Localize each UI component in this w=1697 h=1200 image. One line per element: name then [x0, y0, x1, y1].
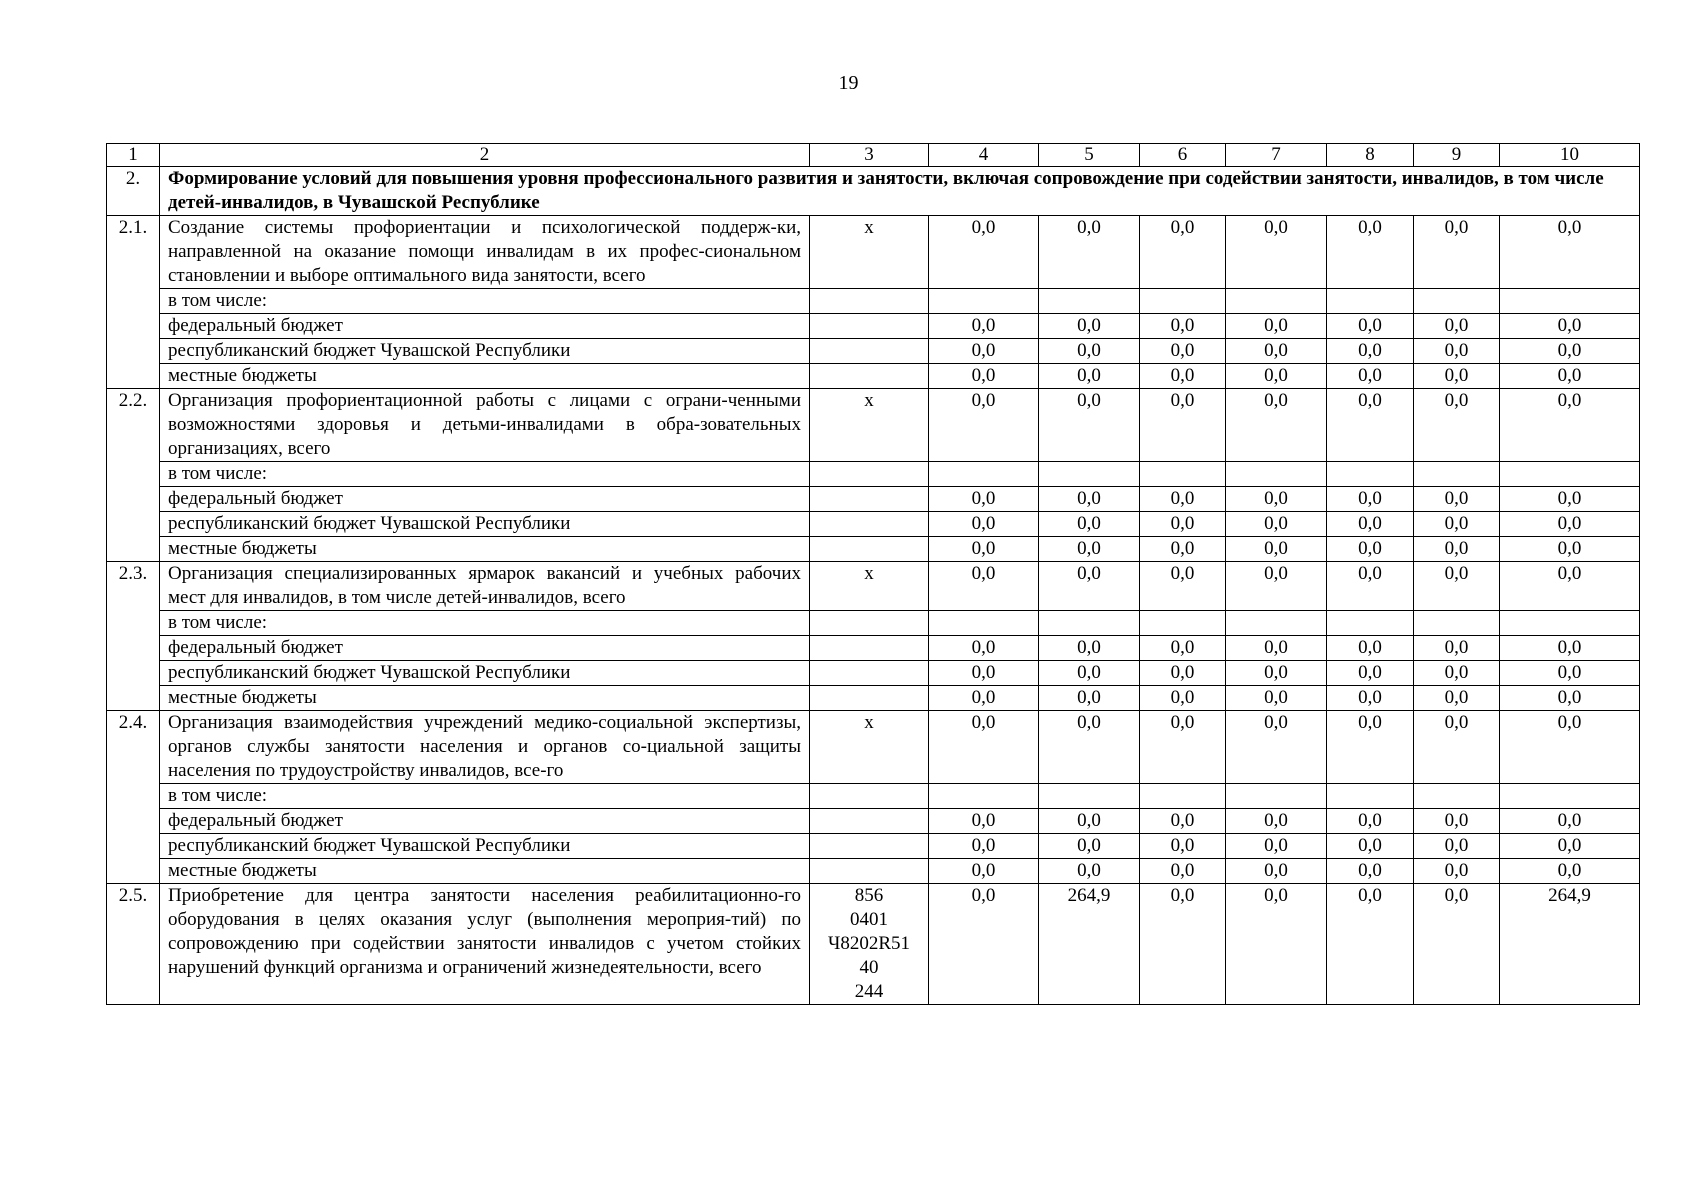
empty-cell	[810, 314, 929, 339]
source-value: 0,0	[1327, 314, 1414, 339]
source-value: 0,0	[1327, 537, 1414, 562]
item-value: 0,0	[929, 711, 1039, 784]
item-code-line: 40	[859, 957, 879, 978]
empty-cell	[810, 512, 929, 537]
empty-cell	[1140, 611, 1226, 636]
source-value: 0,0	[1039, 859, 1140, 884]
source-value: 0,0	[929, 834, 1039, 859]
item-value: 0,0	[1039, 216, 1140, 289]
empty-cell	[810, 809, 929, 834]
empty-cell	[1500, 462, 1640, 487]
source-value: 0,0	[1414, 487, 1500, 512]
item-value: 0,0	[1140, 562, 1226, 611]
including-row	[107, 784, 1640, 809]
item-value: 0,0	[1500, 389, 1640, 462]
source-value: 0,0	[1039, 487, 1140, 512]
source-value: 0,0	[1039, 364, 1140, 389]
empty-cell	[810, 537, 929, 562]
item-value: 0,0	[1500, 562, 1640, 611]
item-code-line: Ч8202R51	[827, 933, 911, 954]
source-name: местные бюджеты	[160, 859, 810, 884]
column-header: 5	[1039, 144, 1140, 167]
source-row	[107, 686, 1640, 711]
source-value: 0,0	[1140, 686, 1226, 711]
empty-cell	[1500, 289, 1640, 314]
column-header: 10	[1500, 144, 1640, 167]
item-value: 0,0	[1039, 389, 1140, 462]
source-row	[107, 537, 1640, 562]
empty-cell	[810, 611, 929, 636]
source-name: местные бюджеты	[160, 537, 810, 562]
source-value: 0,0	[929, 661, 1039, 686]
source-row	[107, 364, 1640, 389]
including-label: в том числе:	[160, 462, 810, 487]
source-value: 0,0	[1414, 661, 1500, 686]
empty-cell	[929, 462, 1039, 487]
source-value: 0,0	[929, 686, 1039, 711]
source-value: 0,0	[1226, 686, 1327, 711]
empty-cell	[1039, 611, 1140, 636]
column-header: 9	[1414, 144, 1500, 167]
empty-cell	[810, 686, 929, 711]
item-value: 0,0	[1327, 562, 1414, 611]
empty-cell	[1414, 784, 1500, 809]
source-value: 0,0	[1140, 661, 1226, 686]
item-value: 0,0	[1327, 711, 1414, 784]
empty-cell	[1327, 611, 1414, 636]
item-code-line: 856	[854, 885, 884, 906]
empty-cell	[1414, 289, 1500, 314]
source-value: 0,0	[1226, 339, 1327, 364]
empty-cell	[929, 289, 1039, 314]
item-value: 0,0	[929, 562, 1039, 611]
item-value: 0,0	[1140, 711, 1226, 784]
source-value: 0,0	[1039, 339, 1140, 364]
item-value: 0,0	[1039, 711, 1140, 784]
empty-cell	[810, 784, 929, 809]
item-value: 0,0	[1327, 216, 1414, 289]
source-value: 0,0	[1500, 512, 1640, 537]
item-row	[107, 562, 1640, 611]
item-value: 0,0	[1140, 216, 1226, 289]
source-value: 0,0	[1226, 537, 1327, 562]
empty-cell	[1140, 462, 1226, 487]
source-value: 0,0	[1327, 512, 1414, 537]
item-number: 2.1.	[107, 216, 160, 389]
empty-cell	[1414, 462, 1500, 487]
source-value: 0,0	[1414, 314, 1500, 339]
source-value: 0,0	[1226, 512, 1327, 537]
source-value: 0,0	[1226, 364, 1327, 389]
empty-cell	[810, 462, 929, 487]
item-value: 0,0	[1140, 884, 1226, 1005]
source-value: 0,0	[929, 636, 1039, 661]
section-row	[107, 167, 1640, 216]
item-value: 0,0	[1327, 884, 1414, 1005]
item-value: 0,0	[1500, 216, 1640, 289]
empty-cell	[1327, 784, 1414, 809]
source-row	[107, 487, 1640, 512]
item-value: 0,0	[1226, 389, 1327, 462]
including-row	[107, 289, 1640, 314]
source-value: 0,0	[1140, 512, 1226, 537]
source-value: 0,0	[1500, 859, 1640, 884]
item-name: Создание системы профориентации и психологической поддерж-ки, направленной на оказание помощи инвалидам в их профес-сиональном становлении и выборе оптимального вида занятости, всего	[160, 216, 810, 289]
source-value: 0,0	[1500, 537, 1640, 562]
source-row	[107, 512, 1640, 537]
empty-cell	[1414, 611, 1500, 636]
source-value: 0,0	[929, 487, 1039, 512]
source-value: 0,0	[929, 314, 1039, 339]
empty-cell	[810, 289, 929, 314]
source-value: 0,0	[1039, 834, 1140, 859]
source-name: федеральный бюджет	[160, 314, 810, 339]
source-value: 0,0	[1039, 809, 1140, 834]
source-value: 0,0	[1414, 364, 1500, 389]
source-value: 0,0	[1226, 809, 1327, 834]
source-value: 0,0	[1226, 859, 1327, 884]
source-value: 0,0	[1327, 636, 1414, 661]
source-value: 0,0	[1414, 512, 1500, 537]
source-value: 0,0	[1039, 314, 1140, 339]
source-value: 0,0	[1414, 859, 1500, 884]
item-value: 0,0	[1414, 216, 1500, 289]
source-value: 0,0	[1500, 636, 1640, 661]
source-value: 0,0	[1039, 636, 1140, 661]
source-row	[107, 859, 1640, 884]
source-name: федеральный бюджет	[160, 487, 810, 512]
source-value: 0,0	[1039, 661, 1140, 686]
item-name: Организация профориентационной работы с лицами с ограни-ченными возможностями здоровья и детьми-инвалидами в обра-зовательных организациях, всего	[160, 389, 810, 462]
section-number: 2.	[107, 167, 160, 216]
source-row	[107, 339, 1640, 364]
source-value: 0,0	[1140, 487, 1226, 512]
empty-cell	[1500, 784, 1640, 809]
including-row	[107, 611, 1640, 636]
item-number: 2.2.	[107, 389, 160, 562]
empty-cell	[1039, 784, 1140, 809]
source-value: 0,0	[1140, 859, 1226, 884]
including-label: в том числе:	[160, 611, 810, 636]
item-code-line: 0401	[850, 909, 888, 930]
source-value: 0,0	[929, 364, 1039, 389]
source-value: 0,0	[1414, 809, 1500, 834]
empty-cell	[810, 859, 929, 884]
item-value: 0,0	[1226, 562, 1327, 611]
item-value: 0,0	[1226, 884, 1327, 1005]
empty-cell	[1327, 289, 1414, 314]
item-value: 0,0	[1414, 562, 1500, 611]
item-value: 0,0	[929, 389, 1039, 462]
source-value: 0,0	[1500, 314, 1640, 339]
including-label: в том числе:	[160, 784, 810, 809]
item-number: 2.4.	[107, 711, 160, 884]
source-value: 0,0	[1039, 512, 1140, 537]
source-value: 0,0	[929, 512, 1039, 537]
empty-cell	[1327, 462, 1414, 487]
column-header: 4	[929, 144, 1039, 167]
item-name: Организация специализированных ярмарок вакансий и учебных рабочих мест для инвалидов, в том числе детей-инвалидов, всего	[160, 562, 810, 611]
item-name: Организация взаимодействия учреждений медико-социальной экспертизы, органов службы занятости населения и органов со-циальной защиты населения по трудоустройству инвалидов, все-го	[160, 711, 810, 784]
empty-cell	[810, 834, 929, 859]
item-value: 264,9	[1500, 884, 1640, 1005]
source-value: 0,0	[1140, 314, 1226, 339]
source-value: 0,0	[1500, 809, 1640, 834]
source-row	[107, 661, 1640, 686]
budget-table	[106, 143, 1640, 1005]
source-value: 0,0	[1500, 364, 1640, 389]
empty-cell	[1226, 611, 1327, 636]
section-title: Формирование условий для повышения уровня профессионального развития и занятости, включая сопровождение при содействии занятости, инвалидов, в том числе детей-инвалидов, в Чувашской Республике	[160, 167, 1640, 216]
source-name: федеральный бюджет	[160, 636, 810, 661]
empty-cell	[929, 611, 1039, 636]
source-value: 0,0	[1414, 636, 1500, 661]
source-row	[107, 834, 1640, 859]
item-code	[810, 884, 929, 1005]
source-name: федеральный бюджет	[160, 809, 810, 834]
column-header: 7	[1226, 144, 1327, 167]
item-value: 0,0	[1226, 216, 1327, 289]
item-value: 0,0	[1327, 389, 1414, 462]
item-value: 0,0	[929, 884, 1039, 1005]
column-header: 8	[1327, 144, 1414, 167]
including-label: в том числе:	[160, 289, 810, 314]
empty-cell	[1226, 784, 1327, 809]
source-value: 0,0	[1226, 636, 1327, 661]
source-value: 0,0	[1140, 809, 1226, 834]
column-header: 6	[1140, 144, 1226, 167]
item-code: х	[810, 216, 929, 289]
source-value: 0,0	[1327, 686, 1414, 711]
column-header-row	[107, 144, 1640, 167]
column-header: 3	[810, 144, 929, 167]
page-number: 19	[838, 72, 859, 94]
empty-cell	[810, 339, 929, 364]
item-value: 0,0	[1414, 884, 1500, 1005]
source-row	[107, 314, 1640, 339]
item-value: 264,9	[1039, 884, 1140, 1005]
empty-cell	[929, 784, 1039, 809]
source-value: 0,0	[1500, 686, 1640, 711]
item-code-line: 244	[854, 981, 884, 1002]
source-value: 0,0	[1039, 537, 1140, 562]
empty-cell	[810, 364, 929, 389]
item-value: 0,0	[1140, 389, 1226, 462]
empty-cell	[810, 487, 929, 512]
item-value: 0,0	[1039, 562, 1140, 611]
source-value: 0,0	[1140, 537, 1226, 562]
source-value: 0,0	[929, 339, 1039, 364]
item-row	[107, 884, 1640, 1005]
source-value: 0,0	[1414, 339, 1500, 364]
source-value: 0,0	[1414, 686, 1500, 711]
item-code: х	[810, 389, 929, 462]
item-value: 0,0	[1414, 389, 1500, 462]
source-value: 0,0	[1140, 636, 1226, 661]
source-name: республиканский бюджет Чувашской Республики	[160, 512, 810, 537]
including-row	[107, 462, 1640, 487]
empty-cell	[1140, 289, 1226, 314]
source-value: 0,0	[1327, 859, 1414, 884]
source-value: 0,0	[1500, 661, 1640, 686]
source-value: 0,0	[1414, 537, 1500, 562]
source-value: 0,0	[1327, 809, 1414, 834]
source-value: 0,0	[1140, 834, 1226, 859]
source-value: 0,0	[1140, 339, 1226, 364]
empty-cell	[810, 661, 929, 686]
source-row	[107, 809, 1640, 834]
empty-cell	[1226, 289, 1327, 314]
item-row	[107, 216, 1640, 289]
source-name: республиканский бюджет Чувашской Республики	[160, 661, 810, 686]
empty-cell	[1039, 462, 1140, 487]
empty-cell	[810, 636, 929, 661]
column-header: 2	[160, 144, 810, 167]
source-name: республиканский бюджет Чувашской Республики	[160, 834, 810, 859]
item-row	[107, 389, 1640, 462]
item-code: х	[810, 711, 929, 784]
source-value: 0,0	[1327, 487, 1414, 512]
item-number: 2.5.	[107, 884, 160, 1005]
source-value: 0,0	[1039, 686, 1140, 711]
source-value: 0,0	[1414, 834, 1500, 859]
source-value: 0,0	[1327, 339, 1414, 364]
source-value: 0,0	[929, 809, 1039, 834]
source-value: 0,0	[929, 537, 1039, 562]
item-number: 2.3.	[107, 562, 160, 711]
item-value: 0,0	[1414, 711, 1500, 784]
source-value: 0,0	[1140, 364, 1226, 389]
item-code: х	[810, 562, 929, 611]
item-name: Приобретение для центра занятости населения реабилитационно-го оборудования в целях оказания услуг (выполнения мероприя-тий) по сопровождению при содействии занятости инвалидов с учетом стойких нарушений функций организма и ограничений жизнедеятельности, всего	[160, 884, 810, 1005]
source-row	[107, 636, 1640, 661]
source-value: 0,0	[1327, 834, 1414, 859]
empty-cell	[1039, 289, 1140, 314]
source-name: местные бюджеты	[160, 686, 810, 711]
source-name: республиканский бюджет Чувашской Республики	[160, 339, 810, 364]
item-row	[107, 711, 1640, 784]
source-value: 0,0	[1226, 834, 1327, 859]
source-value: 0,0	[1226, 487, 1327, 512]
source-value: 0,0	[1500, 339, 1640, 364]
source-value: 0,0	[1500, 834, 1640, 859]
source-value: 0,0	[929, 859, 1039, 884]
source-name: местные бюджеты	[160, 364, 810, 389]
item-value: 0,0	[929, 216, 1039, 289]
source-value: 0,0	[1226, 661, 1327, 686]
source-value: 0,0	[1327, 661, 1414, 686]
empty-cell	[1500, 611, 1640, 636]
item-value: 0,0	[1500, 711, 1640, 784]
column-header: 1	[107, 144, 160, 167]
source-value: 0,0	[1327, 364, 1414, 389]
empty-cell	[1140, 784, 1226, 809]
source-value: 0,0	[1226, 314, 1327, 339]
item-value: 0,0	[1226, 711, 1327, 784]
source-value: 0,0	[1500, 487, 1640, 512]
empty-cell	[1226, 462, 1327, 487]
